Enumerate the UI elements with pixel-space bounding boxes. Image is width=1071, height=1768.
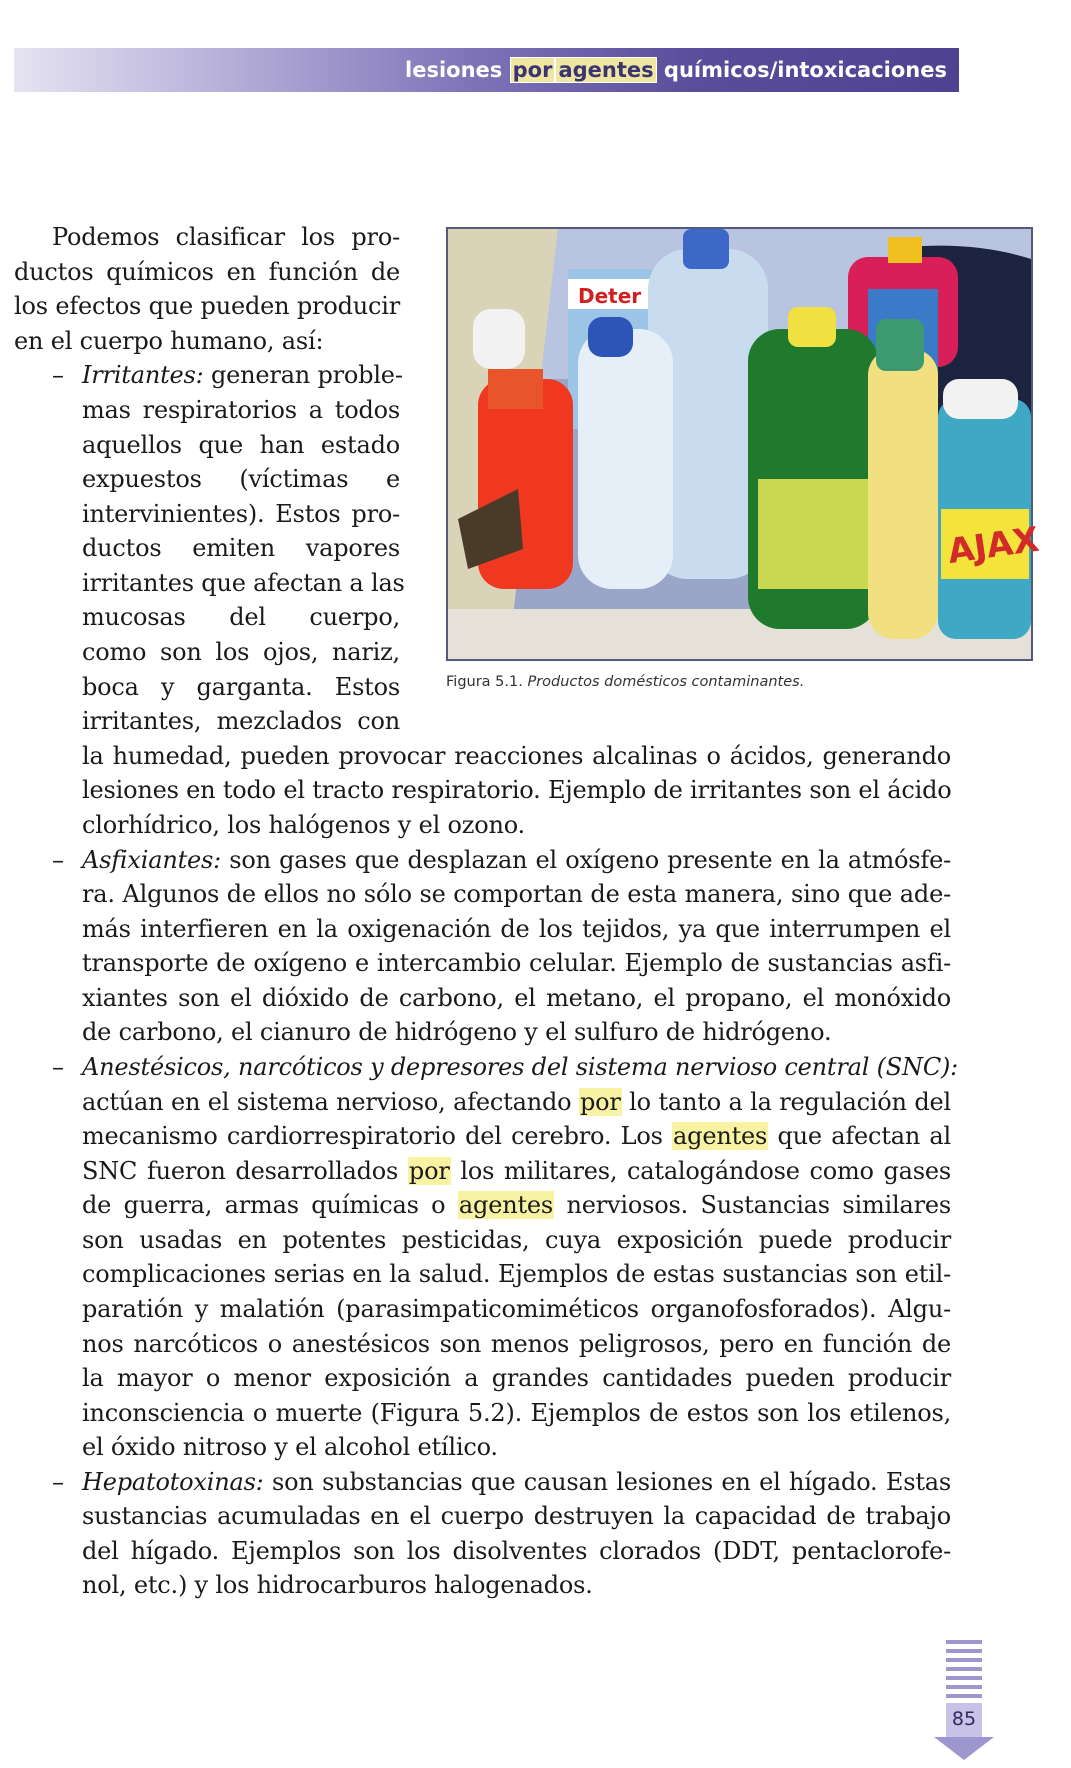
photo-brand-ajax: AJAX — [945, 519, 1042, 572]
asfixiantes-line-1: Asfixiantes: son gases que desplazan el oxígeno presente en la atmósfe- — [82, 846, 951, 874]
header-highlight-por: por — [510, 57, 556, 83]
hepatotoxinas-line-2: sustancias acumuladas en el cuerpo destruyen la capacidad de trabajo — [82, 1502, 951, 1530]
irritantes-line-12: la humedad, pueden provocar reacciones alcalinas o ácidos, generando — [82, 742, 951, 770]
irritantes-line-2: mas respiratorios a todos — [82, 396, 400, 424]
anestesicos-line-5: son usadas en potentes pesticidas, cuya exposición puede producir — [82, 1226, 951, 1254]
anestesicos-line-6: complicaciones serias en la salud. Ejemplos de estas sustancias son etil- — [82, 1260, 951, 1288]
figure-caption: Figura 5.1. Productos domésticos contaminantes. — [446, 674, 805, 690]
highlight-agentes: agentes — [458, 1191, 554, 1219]
anestesicos-line-2: mecanismo cardiorrespiratorio del cerebro. Los agentes que afectan al — [82, 1122, 951, 1150]
highlight-agentes: agentes — [673, 1122, 768, 1150]
irritantes-line-11: irritantes, mezclados con — [82, 707, 400, 735]
header-highlight-agentes: agentes — [555, 57, 656, 83]
bullet-dash-irritantes: – — [52, 361, 64, 389]
irritantes-line-4: expuestos (víctimas e — [82, 465, 400, 493]
intro-line-4: en el cuerpo humano, así: — [14, 327, 324, 355]
asfixiantes-line-3: más interfieren en la oxigenación de los tejidos, ya que interrumpen el — [82, 915, 951, 943]
asfixiantes-line-5: xiantes son el dióxido de carbono, el metano, el propano, el monóxido — [82, 984, 951, 1012]
bullet-dash-asfixiantes: – — [52, 846, 64, 874]
anestesicos-term-line: Anestésicos, narcóticos y depresores del sistema nervioso central (SNC): — [82, 1053, 959, 1081]
bullet-dash-hepatotoxinas: – — [52, 1468, 64, 1496]
hepatotoxinas-line-1: Hepatotoxinas: son substancias que causan lesiones en el hígado. Estas — [82, 1468, 951, 1496]
anestesicos-line-10: inconsciencia o muerte (Figura 5.2). Ejemplos de estos son los etilenos, — [82, 1399, 951, 1427]
highlight-por: por — [579, 1088, 621, 1116]
hepatotoxinas-line-4: nol, etc.) y los hidrocarburos halogenados. — [82, 1571, 593, 1599]
irritantes-line-7: irritantes que afectan a las — [82, 569, 405, 597]
hepatotoxinas-line-3: del hígado. Ejemplos son los disolventes clorados (DDT, pentaclorofe- — [82, 1537, 951, 1565]
irritantes-line-14: clorhídrico, los halógenos y el ozono. — [82, 811, 525, 839]
anestesicos-line-9: la mayor o menor exposición a grandes cantidades pueden producir — [82, 1364, 951, 1392]
running-header — [14, 48, 959, 92]
page-number: 85 — [951, 1708, 977, 1730]
irritantes-line-8: mucosas del cuerpo, — [82, 603, 400, 631]
header-title: lesiones por agentes químicos/intoxicaciones — [405, 58, 947, 82]
figure-photo-household-products — [446, 227, 1042, 661]
anestesicos-line-7: paratión y malatión (parasimpaticomiméticos organofosforados). Algu- — [82, 1295, 951, 1323]
page-arrow-icon — [934, 1640, 994, 1760]
intro-line-1: Podemos clasificar los pro- — [52, 223, 400, 251]
anestesicos-line-11: el óxido nitroso y el alcohol etílico. — [82, 1433, 498, 1461]
irritantes-line-13: lesiones en todo el tracto respiratorio. Ejemplo de irritantes son el ácido — [82, 776, 952, 804]
irritantes-line-9: como son los ojos, nariz, — [82, 638, 400, 666]
irritantes-line-5: intervinientes). Estos pro- — [82, 500, 400, 528]
anestesicos-line-4: de guerra, armas químicas o agentes nerviosos. Sustancias similares — [82, 1191, 951, 1219]
asfixiantes-line-6: de carbono, el cianuro de hidrógeno y el sulfuro de hidrógeno. — [82, 1018, 832, 1046]
bullet-dash-anestesicos: – — [52, 1053, 64, 1081]
asfixiantes-line-2: ra. Algunos de ellos no sólo se comportan de esta manera, sino que ade- — [82, 880, 951, 908]
asfixiantes-line-4: transporte de oxígeno e intercambio celular. Ejemplo de sustancias asfi- — [82, 949, 951, 977]
anestesicos-line-3: SNC fueron desarrollados por los militares, catalogándose como gases — [82, 1157, 951, 1185]
highlight-por: por — [408, 1157, 450, 1185]
intro-line-2: ductos químicos en función de — [14, 258, 400, 286]
intro-line-3: los efectos que pueden producir — [14, 292, 400, 320]
photo-brand-deter: Deter — [578, 284, 642, 308]
irritantes-line-10: boca y garganta. Estos — [82, 673, 400, 701]
irritantes-line-3: aquellos que han estado — [82, 431, 400, 459]
anestesicos-line-1: actúan en el sistema nervioso, afectando por lo tanto a la regulación del — [82, 1088, 951, 1116]
irritantes-line-1: Irritantes: generan proble- — [82, 361, 403, 389]
anestesicos-line-8: nos narcóticos o anestésicos son menos peligrosos, pero en función de — [82, 1330, 951, 1358]
irritantes-line-6: ductos emiten vapores — [82, 534, 400, 562]
